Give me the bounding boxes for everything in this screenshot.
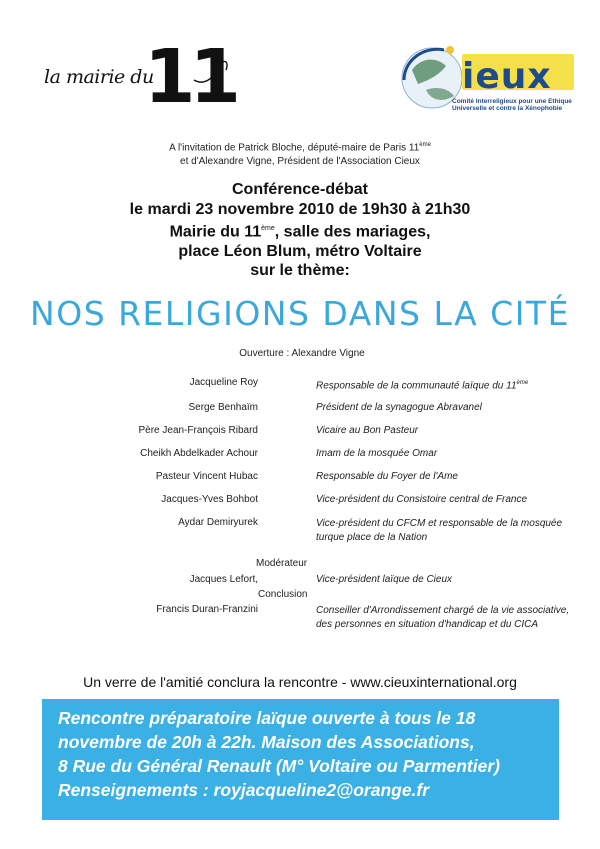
preparatory-line-4: Renseignements : royjacqueline2@orange.fr — [58, 780, 430, 800]
moderator-label: Modérateur — [256, 558, 308, 569]
speaker-name: Père Jean-François Ribard — [138, 425, 258, 436]
cieux-logo — [396, 40, 576, 116]
conclusion-role: Conseiller d'Arrondissement chargé de la vie associative, des personnes en situation d'handicap et du CICA — [316, 605, 570, 630]
conference-place: place Léon Blum, métro Voltaire — [178, 242, 422, 260]
speaker-role: Vicaire au Bon Pasteur — [316, 425, 419, 436]
cieux-tagline: Comité Interreligieux pour une Ethique Universelle et contre la Xénophobie — [452, 98, 572, 112]
mairie-logo-swirl-icon — [192, 50, 232, 90]
invitation-text — [0, 138, 600, 169]
invitation-line-1: A l'invitation de Patrick Bloche, député-maire de Paris 11 — [169, 142, 420, 154]
speaker-name: Aydar Demiryurek — [178, 517, 258, 528]
speaker-role: Imam de la mosquée Omar — [316, 448, 438, 459]
conclusion-name: Francis Duran-Franzini — [156, 604, 258, 615]
theme-title: NOS RELIGIONS DANS LA CITÉ — [30, 294, 570, 333]
speaker-role-sup: ème — [516, 380, 529, 386]
preparatory-meeting-box — [42, 699, 559, 820]
conference-details — [0, 180, 600, 281]
speaker-name: Cheikh Abdelkader Achour — [140, 448, 258, 459]
speaker-name: Serge Benhaïm — [188, 402, 258, 413]
moderator-role: Vice-président laïque de Cieux — [316, 574, 453, 585]
invitation-sup: ème — [419, 142, 431, 148]
speaker-role: Responsable du Foyer de l'Ame — [316, 471, 458, 482]
speaker-role — [316, 377, 578, 392]
speaker-role: Président de la synagogue Abravanel — [316, 402, 482, 413]
preparatory-line-2: novembre de 20h à 22h. Maison des Associations, — [58, 732, 475, 752]
venue-sup: ème — [261, 225, 275, 232]
venue-part-b: , salle des mariages, — [274, 223, 431, 241]
mairie-du-11-logo — [44, 34, 235, 120]
speaker-role: Vice-président du Consistoire central de France — [316, 494, 528, 505]
speaker-name: Jacques-Yves Bohbot — [161, 494, 258, 505]
preparatory-line-1: Rencontre préparatoire laïque ouverte à tous le 18 — [58, 708, 476, 728]
cieux-brand-text: ieux — [462, 56, 552, 97]
conference-line-1: Conférence-débat — [231, 181, 369, 198]
ouverture-text: Ouverture : Alexandre Vigne — [239, 348, 365, 359]
conference-venue — [0, 219, 600, 242]
preparatory-line-3: 8 Rue du Général Renault (M° Voltaire ou Parmentier) — [58, 756, 500, 776]
venue-part-a: Mairie du 11 — [169, 223, 262, 241]
moderator-name: Jacques Lefort, — [189, 574, 258, 585]
conference-date: le mardi 23 novembre 2010 de 19h30 à 21h30 — [129, 200, 471, 218]
speaker-name: Jacqueline Roy — [189, 377, 258, 388]
speaker-role: Vice-président du CFCM et responsable de la mosquée turque place de la Nation — [316, 518, 563, 543]
mairie-logo-text: la mairie du — [44, 66, 154, 88]
invitation-line-2: et d'Alexandre Vigne, Président de l'Association Cieux — [180, 156, 420, 168]
conclusion-label: Conclusion — [258, 589, 308, 600]
speaker-role-text: Responsable de la communauté laïque du 11 — [316, 380, 517, 392]
conference-theme-intro: sur le thème: — [250, 262, 350, 280]
closing-line: Un verre de l'amitié conclura la rencontre - www.cieuxinternational.org — [83, 674, 517, 690]
speaker-name: Pasteur Vincent Hubac — [155, 471, 258, 482]
mairie-logo-number: 11 — [144, 34, 235, 120]
